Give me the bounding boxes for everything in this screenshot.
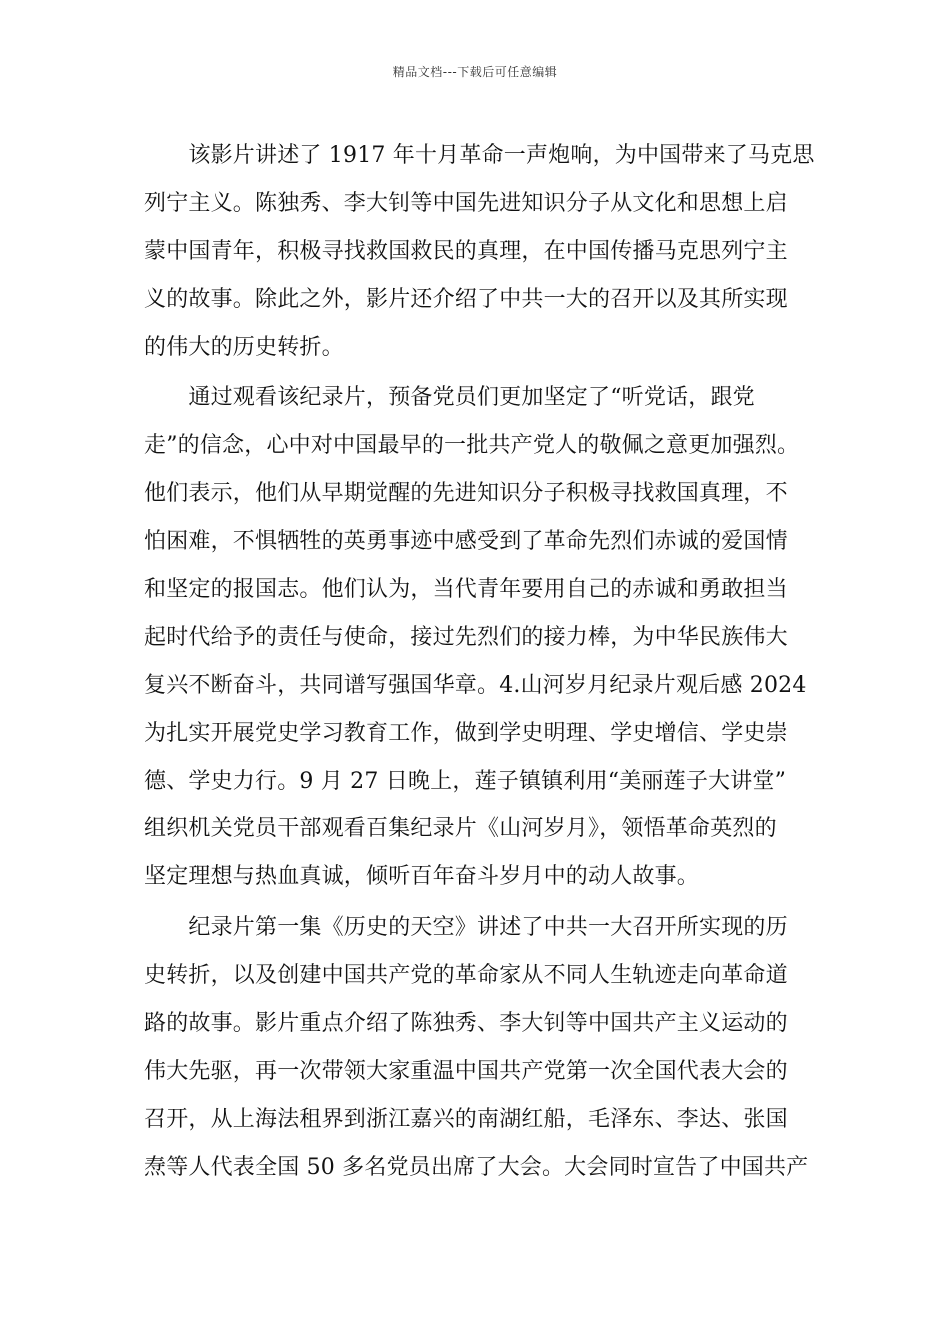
text-line: 列宁主义。陈独秀、李大钊等中国先进知识分子从文化和思想上启 xyxy=(144,190,788,216)
text-line: 怕困难，不惧牺牲的英勇事迹中感受到了革命先烈们赤诚的爱国情 xyxy=(144,529,788,555)
paragraph-2 xyxy=(144,374,816,901)
text-line: 起时代给予的责任与使命，接过先烈们的接力棒，为中华民族伟大 xyxy=(144,624,788,650)
text-line: 组织机关党员干部观看百集纪录片《山河岁月》，领悟革命英烈的 xyxy=(144,816,777,842)
text-line: 召开，从上海法租界到浙江嘉兴的南湖红船，毛泽东、李达、张国 xyxy=(144,1106,788,1132)
text-line: 和坚定的报国志。他们认为，当代青年要用自己的赤诚和勇敢担当 xyxy=(144,577,788,603)
text-line: 焘等人代表全国 50 多名党员出席了大会。大会同时宣告了中国共产 xyxy=(144,1154,809,1180)
text-line: 伟大先驱，再一次带领大家重温中国共产党第一次全国代表大会的 xyxy=(144,1058,788,1084)
page-header: 精品文档---下载后可任意编辑 xyxy=(392,65,558,79)
text-line: 纪录片第一集《历史的天空》讲述了中共一大召开所实现的历 xyxy=(144,915,788,941)
text-line: 路的故事。影片重点介绍了陈独秀、李大钊等中国共产主义运动的 xyxy=(144,1011,788,1037)
text-line: 他们表示，他们从早期觉醒的先进知识分子积极寻找救国真理，不 xyxy=(144,481,788,507)
text-line: 义的故事。除此之外，影片还介绍了中共一大的召开以及其所实现 xyxy=(144,286,788,312)
text-line: 通过观看该纪录片，预备党员们更加坚定了“听党话，跟党 xyxy=(144,385,755,411)
text-line: 为扎实开展党史学习教育工作，做到学史明理、学史增信、学史崇 xyxy=(144,720,788,746)
text-line: 走”的信念，心中对中国最早的一批共产党人的敬佩之意更加强烈。 xyxy=(144,433,800,459)
document-body xyxy=(144,132,816,1195)
text-line: 坚定理想与热血真诚，倾听百年奋斗岁月中的动人故事。 xyxy=(144,864,700,890)
text-line: 的伟大的历史转折。 xyxy=(144,334,344,360)
paragraph-1 xyxy=(144,132,816,371)
text-line: 蒙中国青年，积极寻找救国救民的真理，在中国传播马克思列宁主 xyxy=(144,238,788,264)
text-line: 复兴不断奋斗，共同谱写强国华章。4.山河岁月纪录片观后感 2024 xyxy=(144,672,807,698)
text-line: 该影片讲述了 1917 年十月革命一声炮响，为中国带来了马克思 xyxy=(144,143,815,168)
text-line: 德、学史力行。9 月 27 日晚上，莲子镇镇利用“美丽莲子大讲堂” xyxy=(144,768,787,794)
paragraph-3 xyxy=(144,904,816,1191)
text-line: 史转折，以及创建中国共产党的革命家从不同人生轨迹走向革命道 xyxy=(144,963,788,989)
